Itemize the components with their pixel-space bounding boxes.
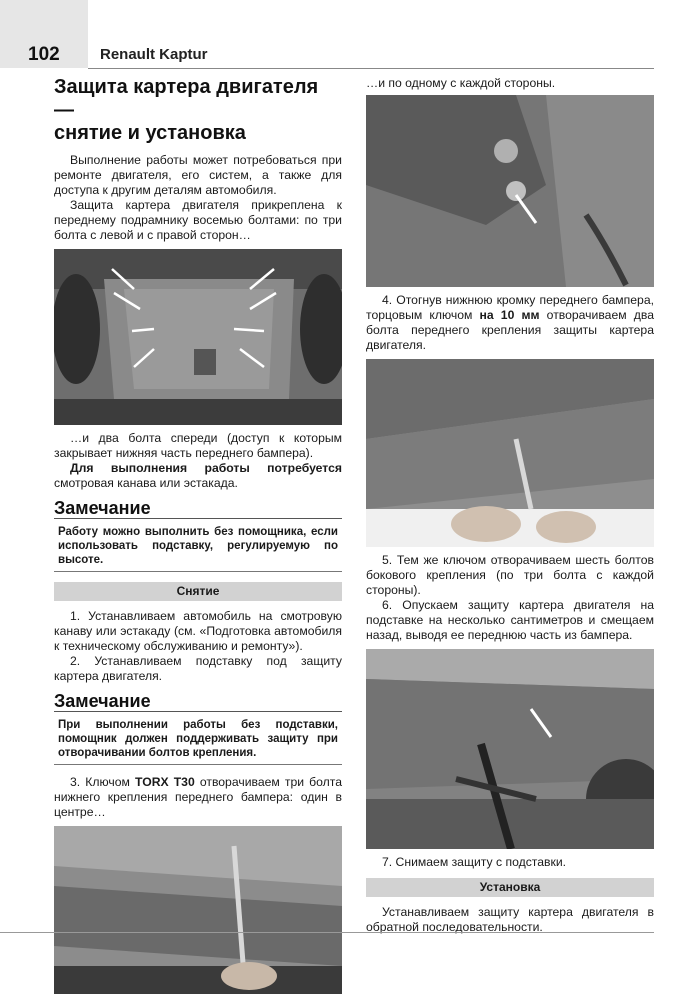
step1: 1. Устанавливаем автомобиль на смотровую канаву или эстакаду (см. «Подготовка автомобиля к техническому обслуживанию и ремонту»). — [54, 609, 342, 653]
photo-socket-wrench — [366, 359, 654, 547]
after-photo1-paragraph: …и два болта спереди (доступ к которым закрывает нижняя часть переднего бампера). — [54, 431, 342, 460]
note1-text: Работу можно выполнить без помощника, если использовать подставку, регулируемую по высоте. — [54, 522, 342, 572]
tools-bold: Для выполнения работы потребуется — [70, 461, 342, 475]
left-column — [54, 76, 342, 1000]
tools-paragraph — [54, 461, 342, 491]
header-rule — [88, 68, 654, 69]
step4-a: 4. Отогнув нижнюю кромку переднего бампера, торцовым ключом — [366, 293, 654, 322]
continuation-text: …и по одному с каждой стороны. — [366, 76, 556, 90]
step4 — [366, 293, 654, 353]
intro-paragraph-2: Защита картера двигателя прикреплена к переднему подрамнику восемью болтами: по три болта с левой и с правой сторон… — [54, 198, 342, 242]
photo-side-bolt-image — [366, 95, 654, 287]
photo-torx-center — [54, 826, 342, 994]
install-text: Устанавливаем защиту картера двигателя в обратной последовательности. — [366, 905, 654, 934]
book-title: Renault Kaptur — [100, 46, 208, 63]
step6: 6. Опускаем защиту картера двигателя на подставке на несколько сантиметров и смещаем назад, выводя ее переднюю часть из бампера. — [366, 598, 654, 642]
step3-b: отворачиваем три болта нижнего крепления переднего бампера: один в центре… — [54, 775, 342, 819]
section-title — [54, 76, 342, 145]
note2-title: Замечание — [54, 694, 342, 712]
section-title-line1: Защита картера двигателя — — [54, 76, 319, 121]
photo-underbody-bolts — [54, 249, 342, 425]
photo-underbody-bolts-image — [54, 249, 342, 425]
photo-socket-wrench-image — [366, 359, 654, 547]
tools-rest: смотровая канава или эстакада. — [54, 476, 238, 490]
step7: 7. Снимаем защиту с подставки. — [382, 855, 567, 869]
page-bottom-rule — [0, 932, 654, 933]
right-column — [366, 76, 654, 935]
step5: 5. Тем же ключом отворачиваем шесть болтов бокового крепления (по три болта с каждой стороны). — [366, 553, 654, 597]
install-band: Установка — [366, 878, 654, 897]
photo-lowering-guard — [366, 649, 654, 849]
step4-b: отворачиваем два болта переднего крепления защиты картера двигателя. — [366, 308, 654, 352]
removal-band: Снятие — [54, 582, 342, 601]
step3-a: 3. Ключом — [70, 775, 135, 789]
step3-bold: TORX T30 — [134, 775, 195, 789]
note1-title: Замечание — [54, 501, 342, 519]
step2: 2. Устанавливаем подставку под защиту картера двигателя. — [54, 654, 342, 683]
step3 — [54, 775, 342, 820]
section-title-line2: снятие и установка — [54, 122, 246, 144]
note2-text: При выполнении работы без подставки, помощник должен поддерживать защиту при отворачивании болтов крепления. — [54, 715, 342, 765]
page-number: 102 — [28, 44, 60, 65]
photo-side-bolt — [366, 95, 654, 287]
step4-bold: на 10 мм — [479, 308, 540, 322]
photo-lowering-guard-image — [366, 649, 654, 849]
photo-torx-center-image — [54, 826, 342, 994]
intro-paragraph-1: Выполнение работы может потребоваться при ремонте двигателя, его систем, а также для доступа к другим деталям автомобиля. — [54, 153, 342, 197]
